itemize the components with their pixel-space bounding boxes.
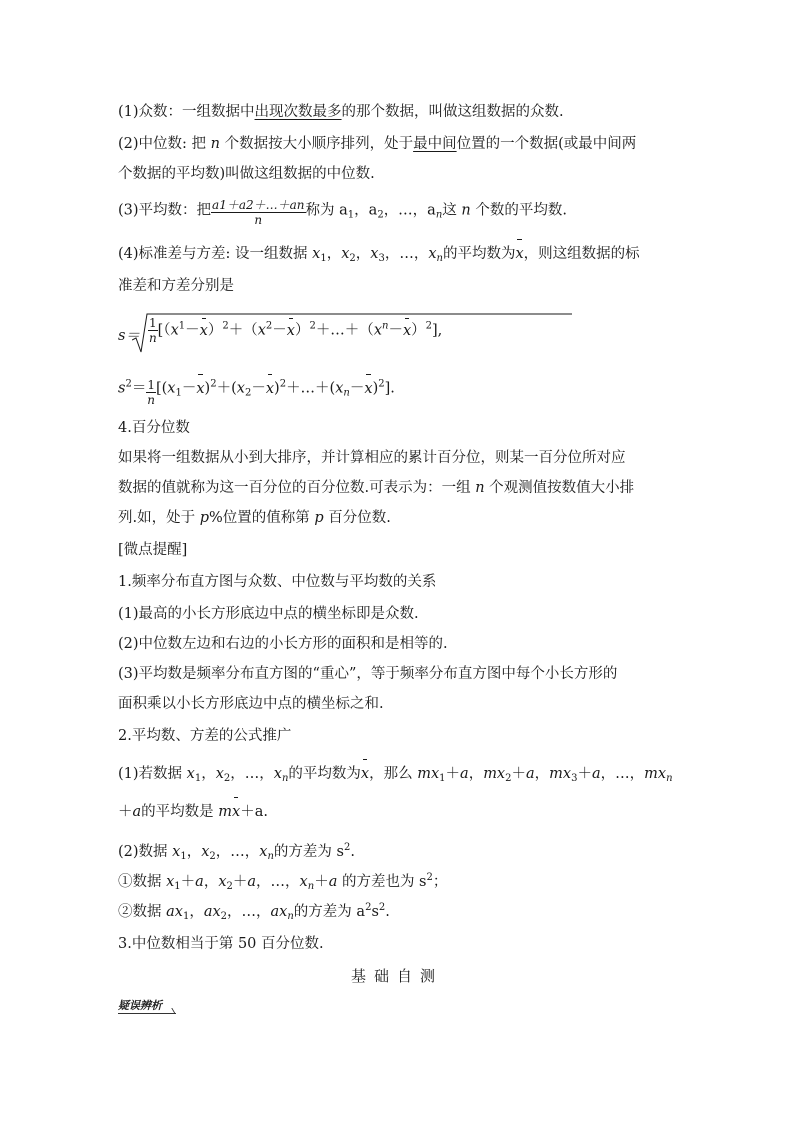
tip-1-3: (3)平均数是频率分布直方图的“重心”，等于频率分布直方图中每个小长方形的 — [118, 666, 618, 682]
tip-2-1-cont: ＋a的平均数是 mx＋a. — [118, 804, 268, 820]
tip-1-1: (1)最高的小长方形底边中点的横坐标即是众数. — [118, 606, 419, 622]
percentile-text-2: 数据的值就称为这一百分位的百分位数.可表示为：一组 n 个观测值按数值大小排 — [118, 480, 635, 496]
median-definition-cont: 个数据的平均数)叫做这组数据的中位数. — [118, 166, 375, 182]
percentile-text-3: 列.如，处于 p%位置的值称第 p 百分位数. — [118, 510, 391, 526]
tip-1-2: (2)中位数左边和右边的小长方形的面积和是相等的. — [118, 636, 448, 652]
tips-heading: [微点提醒] — [118, 542, 188, 558]
stddev-variance-intro: (4)标准差与方差: 设一组数据 $x_1$，$x_2$，$x_3$，…，$x_n$的平均数为x，则这组数据的标 — [118, 246, 640, 264]
mean-fraction: $\frac{a1+a2+\dots+an}{n}$ — [212, 198, 305, 227]
median-keyword: 最中间 — [413, 136, 457, 152]
mode-definition: (1)众数：一组数据中出现次数最多的那个数据，叫做这组数据的众数. — [118, 104, 564, 120]
section-heading: 基础自测 — [350, 967, 443, 985]
tip-1-heading: 1.频率分布直方图与众数、中位数与平均数的关系 — [118, 574, 437, 590]
percentile-heading: 4.百分位数 — [118, 420, 190, 436]
tip-3: 3.中位数相当于第 50 百分位数. — [118, 936, 324, 952]
tip-1-3-cont: 面积乘以小长方形底边中点的横坐标之和. — [118, 696, 384, 712]
one-over-n: $\frac{1}{n}$ — [148, 316, 157, 345]
tip-2-heading: 2.平均数、方差的公式推广 — [118, 728, 292, 744]
mean-definition: (3)平均数：把 $\frac{a1+a2+\dots+an}{n}$ 称为 $a_1$，$a_2$，…，$a_n$这 n 个数的平均数. — [118, 198, 567, 227]
variance-formula: $s^2=$ $\frac{1}{n}$ $[(x_1-x)^2+(x_2-x)^2+\dots+(x_n-x)^2]$. — [118, 378, 395, 407]
stddev-formula: s＝ $\frac{1}{n}$ $[(x^1-x)^2+(x^2-x)^2+\dots+(x^n-x)^2]$, — [118, 312, 478, 352]
stddev-variance-intro-cont: 准差和方差分别是 — [118, 278, 234, 294]
tip-2-2-a: ①数据 $x_1+a$，$x_2+a$，…，$x_n+a$ 的方差也为 $s^2$； — [118, 872, 448, 892]
percentile-text-1: 如果将一组数据从小到大排序，并计算相应的累计百分位，则某一百分位所对应 — [118, 450, 626, 466]
section-tag: 疑误辨析 — [118, 997, 176, 1014]
mean-symbol: x — [515, 246, 524, 262]
tip-2-2: (2)数据 $x_1$，$x_2$，…，$x_n$的方差为 $s^2$. — [118, 842, 355, 862]
median-definition: (2)中位数: 把 n 个数据按大小顺序排列，处于最中间位置的一个数据(或最中间两 — [118, 136, 637, 152]
tip-2-2-b: ②数据 $ax_1$，$ax_2$，…，$ax_n$的方差为 $a^2s^2$. — [118, 902, 390, 922]
mode-keyword: 出现次数最多 — [254, 104, 342, 120]
tip-2-1: (1)若数据 $x_1$，$x_2$，…，$x_n$的平均数为x，那么 $mx_1+a$，$mx_2+a$，$mx_3+a$，…，$mx_n$ — [118, 766, 673, 784]
